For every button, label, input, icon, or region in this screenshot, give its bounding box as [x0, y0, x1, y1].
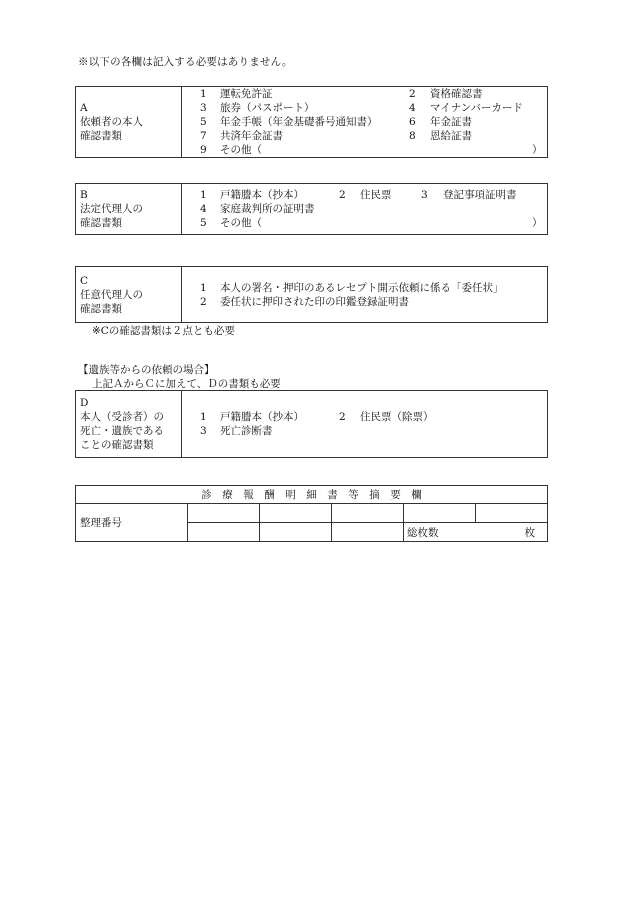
id-cell-4	[404, 504, 476, 523]
section-c-label: C 任意代理人の 確認書類	[76, 267, 182, 323]
id-cell-5	[476, 504, 548, 523]
section-b-options: 1 戸籍謄本（抄本） 2 住民票 3 登記事項証明書 4 家庭裁判所の証明書 5 その他（ ）	[182, 184, 548, 235]
section-d-table	[75, 390, 548, 458]
id-cell-1	[188, 504, 260, 523]
section-c-table	[75, 266, 548, 323]
id-cell-8	[332, 523, 404, 542]
sheets-unit: 枚	[524, 527, 535, 539]
total-sheets-label: 総枚数	[407, 526, 439, 539]
section-b-label: B 法定代理人の 確認書類	[76, 184, 182, 235]
section-a-table	[75, 86, 548, 158]
bereaved-subtext: 上記ＡからＣに加えて、Ｄの書類も必要	[92, 378, 281, 390]
section-d-label: D 本人（受診者）の 死亡・遺族である ことの確認書類	[76, 391, 182, 458]
id-cell-3	[332, 504, 404, 523]
section-c-options: 1 本人の署名・押印のあるレセプト開示依頼に係る「委任状」 2 委任状に押印された印の印鑑登録証明書	[182, 267, 548, 323]
section-d-options: 1 戸籍謄本（抄本） 2 住民票（除票） 3 死亡診断書	[182, 391, 548, 458]
summary-table	[75, 485, 548, 542]
section-a-label: A 依頼者の本人 確認書類	[76, 87, 182, 158]
bereaved-heading: 【遺族等からの依頼の場合】	[78, 364, 215, 376]
section-c-footnote: ※Cの確認書類は２点とも必要	[92, 325, 235, 337]
total-sheets-cell	[404, 523, 548, 542]
id-cell-7	[260, 523, 332, 542]
id-number-label: 整理番号	[76, 504, 188, 542]
section-a-options: 1 運転免許証 2 資格確認書 3 旅券（パスポート） 4 マイナンバーカード 5 年金手帳（年金基礎番号通知書） 6 年金証書 7 共済年金証書 8 恩給証書 9 その他（ ）	[182, 87, 548, 158]
id-cell-6	[188, 523, 260, 542]
summary-title: 診 療 報 酬 明 細 書 等 摘 要 欄	[76, 486, 548, 504]
id-cell-2	[260, 504, 332, 523]
instruction-note: ※以下の各欄は記入する必要はありません。	[78, 56, 293, 68]
section-b-table	[75, 183, 548, 235]
